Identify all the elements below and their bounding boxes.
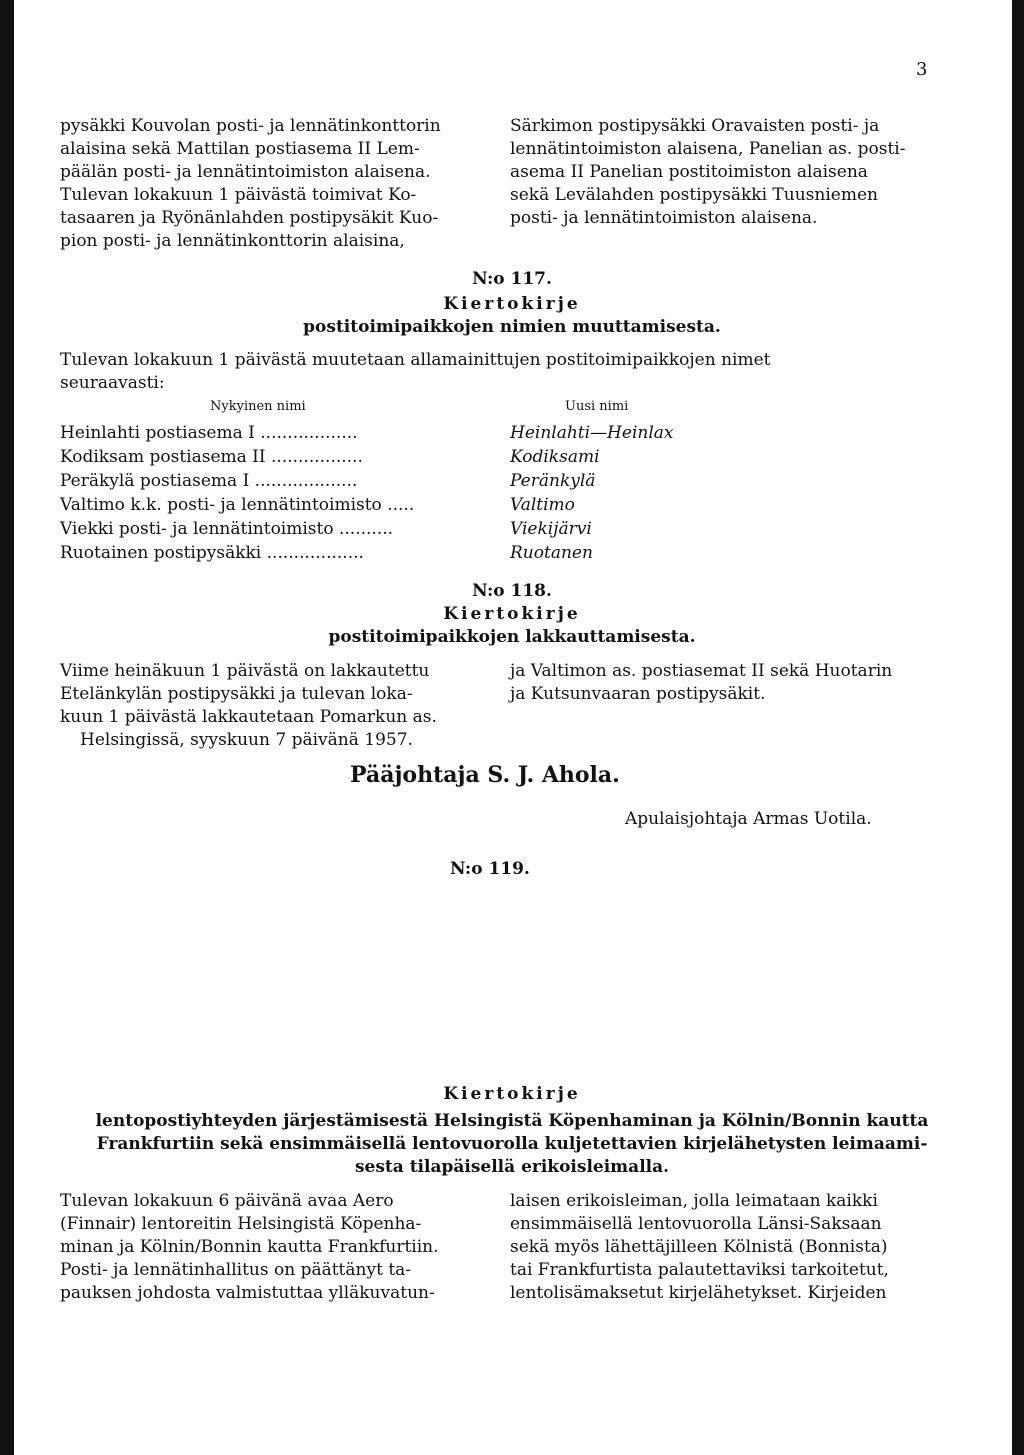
text-line: alaisina sekä Mattilan postiasema II Lem- <box>60 139 420 159</box>
current-name: Valtimo k.k. posti- ja lennätintoimisto ..... <box>60 495 415 515</box>
title-line: lentopostiyhteyden järjestämisestä Helsingistä Köpenhaminan ja Kölnin/Bonnin kautta <box>95 1111 929 1131</box>
top-right-column <box>510 115 940 230</box>
section-117-heading: Kiertokirje <box>443 294 581 314</box>
table-row <box>60 446 940 469</box>
column-header-current: Nykyinen nimi <box>210 399 306 414</box>
text-line: asema II Panelian postitoimiston alaisena <box>510 162 868 182</box>
page-number: 3 <box>916 59 928 80</box>
text-line: ja Valtimon as. postiasemat II sekä Huotarin <box>510 661 893 681</box>
text-line: päälän posti- ja lennätintoimiston alaisena. <box>60 162 431 182</box>
top-left-column <box>60 115 500 253</box>
signature-deputy-director: Apulaisjohtaja Armas Uotila. <box>625 809 872 829</box>
text-line: Tulevan lokakuun 1 päivästä toimivat Ko- <box>60 185 417 205</box>
new-name: Peränkylä <box>510 471 596 491</box>
text-line: tai Frankfurtista palautettaviksi tarkoitetut, <box>510 1260 889 1280</box>
section-117-intro-cont: seuraavasti: <box>60 373 165 393</box>
table-row <box>60 542 940 565</box>
text-line: pysäkki Kouvolan posti- ja lennätinkonttorin <box>60 116 441 136</box>
text-line: Helsingissä, syyskuun 7 päivänä 1957. <box>80 730 413 750</box>
table-row <box>60 422 940 445</box>
table-row <box>60 470 940 493</box>
text-line: pauksen johdosta valmistuttaa ylläkuvatun- <box>60 1283 435 1303</box>
text-line: Etelänkylän postipysäkki ja tulevan loka- <box>60 684 413 704</box>
text-line: lentolisämaksetut kirjelähetykset. Kirjeiden <box>510 1283 887 1303</box>
text-line: ensimmäisellä lentovuorolla Länsi-Saksaan <box>510 1214 882 1234</box>
text-line: sekä myös lähettäjilleen Kölnistä (Bonnista) <box>510 1237 888 1257</box>
new-name: Kodiksami <box>510 447 600 467</box>
new-name: Viekijärvi <box>510 519 592 539</box>
section-118-subtitle: postitoimipaikkojen lakkauttamisesta. <box>328 627 696 647</box>
current-name: Viekki posti- ja lennätintoimisto .......... <box>60 519 394 539</box>
text-line: ja Kutsunvaaran postipysäkit. <box>510 684 766 704</box>
new-name: Heinlahti—Heinlax <box>510 423 674 443</box>
current-name: Heinlahti postiasema I .................. <box>60 423 358 443</box>
section-119-left-column <box>60 1190 500 1305</box>
text-line: lennätintoimiston alaisena, Panelian as. posti- <box>510 139 906 159</box>
title-line: sesta tilapäisellä erikoisleimalla. <box>354 1157 670 1177</box>
text-line: tasaaren ja Ryönänlahden postipysäkit Kuo- <box>60 208 439 228</box>
title-line: Frankfurtiin sekä ensimmäisellä lentovuorolla kuljetettavien kirjelähetysten leimaami- <box>96 1134 928 1154</box>
current-name: Kodiksam postiasema II ................. <box>60 447 363 467</box>
section-119-right-column <box>510 1190 940 1305</box>
signature-director-general: Pääjohtaja S. J. Ahola. <box>350 762 620 788</box>
text-line: Särkimon postipysäkki Oravaisten posti- ja <box>510 116 880 136</box>
section-117-intro: Tulevan lokakuun 1 päivästä muutetaan allamainittujen postitoimipaikkojen nimet <box>60 350 771 370</box>
section-119-number: N:o 119. <box>450 859 530 879</box>
current-name: Peräkylä postiasema I ................... <box>60 471 358 491</box>
section-118-left-column <box>60 660 500 752</box>
text-line: pion posti- ja lennätinkonttorin alaisina, <box>60 231 405 251</box>
column-header-new: Uusi nimi <box>565 399 629 414</box>
current-name: Ruotainen postipysäkki .................. <box>60 543 364 563</box>
section-118-number: N:o 118. <box>472 581 552 601</box>
new-name: Ruotanen <box>510 543 593 563</box>
section-117-subtitle: postitoimipaikkojen nimien muuttamisesta. <box>303 317 721 337</box>
section-117-number: N:o 117. <box>472 269 552 289</box>
text-line: Tulevan lokakuun 6 päivänä avaa Aero <box>60 1191 394 1211</box>
section-119-heading: Kiertokirje <box>443 1084 581 1104</box>
text-line: laisen erikoisleiman, jolla leimataan kaikki <box>510 1191 878 1211</box>
new-name: Valtimo <box>510 495 575 515</box>
section-119-title <box>0 1110 1024 1179</box>
scan-border-left <box>0 0 14 1455</box>
scan-border-right <box>1012 0 1024 1455</box>
section-118-right-column <box>510 660 940 706</box>
text-line: Viime heinäkuun 1 päivästä on lakkautettu <box>60 661 430 681</box>
text-line: kuun 1 päivästä lakkautetaan Pomarkun as. <box>60 707 437 727</box>
text-line: minan ja Kölnin/Bonnin kautta Frankfurtiin. <box>60 1237 439 1257</box>
table-row <box>60 494 940 517</box>
text-line: (Finnair) lentoreitin Helsingistä Köpenha- <box>60 1214 422 1234</box>
text-line: sekä Levälahden postipysäkki Tuusniemen <box>510 185 878 205</box>
section-118-heading: Kiertokirje <box>443 604 581 624</box>
text-line: posti- ja lennätintoimiston alaisena. <box>510 208 818 228</box>
text-line: Posti- ja lennätinhallitus on päättänyt ta- <box>60 1260 412 1280</box>
table-row <box>60 518 940 541</box>
